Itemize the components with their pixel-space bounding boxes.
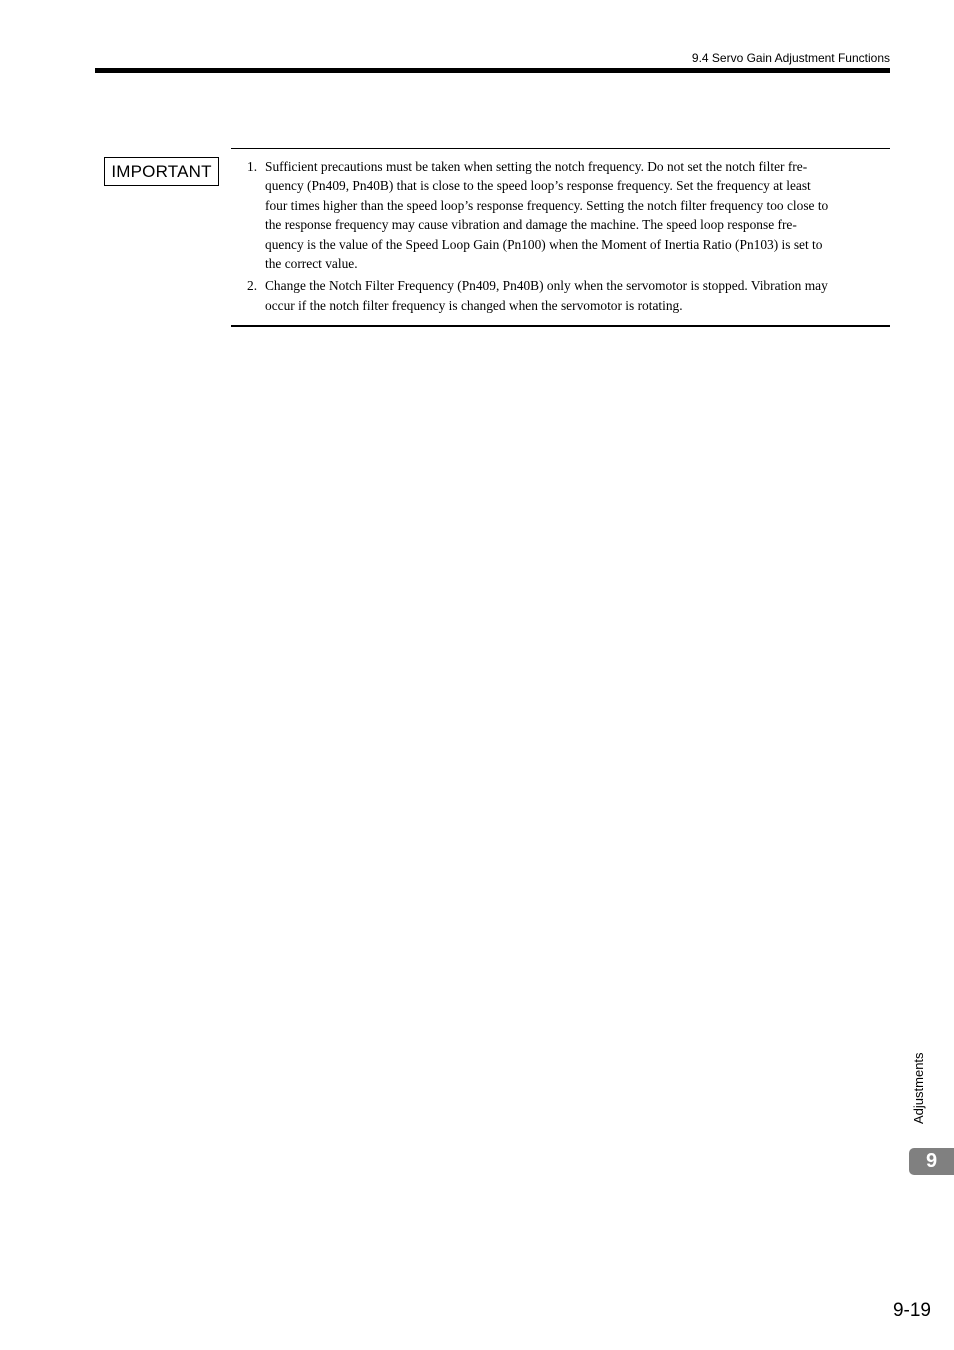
note-item-number: 2. — [247, 278, 258, 294]
chapter-tab: 9 — [909, 1148, 954, 1175]
note-item-line: occur if the notch filter frequency is changed when the servomotor is rotating. — [265, 297, 683, 313]
note-item-line: Sufficient precautions must be taken when setting the notch frequency. Do not set the notch filter fre- — [265, 159, 808, 174]
note-bottom-rule — [231, 325, 890, 327]
note-item-line: the correct value. — [265, 256, 358, 272]
important-label: IMPORTANT — [104, 157, 219, 186]
important-note-list — [247, 157, 869, 318]
note-item-line: four times higher than the speed loop’s response frequency. Setting the notch filter frequency too close to — [265, 197, 829, 213]
header-rule — [95, 68, 890, 73]
note-top-rule — [231, 148, 890, 149]
note-item-line: quency (Pn409, Pn40B) that is close to the speed loop’s response frequency. Set the frequency at least — [265, 178, 811, 194]
note-item-line: Change the Notch Filter Frequency (Pn409, Pn40B) only when the servomotor is stopped. Vibration may — [265, 278, 828, 294]
note-item-line: quency is the value of the Speed Loop Gain (Pn100) when the Moment of Inertia Ratio (Pn103) is set to — [265, 236, 823, 252]
note-item-line: the response frequency may cause vibration and damage the machine. The speed loop response fre- — [265, 217, 797, 233]
page-number: 9-19 — [892, 1300, 931, 1321]
chapter-side-label: Adjustments — [911, 1052, 926, 1124]
note-item-2 — [247, 276, 869, 315]
running-header: 9.4 Servo Gain Adjustment Functions — [691, 51, 890, 65]
note-item-1 — [247, 157, 869, 273]
note-item-number: 1. — [247, 159, 258, 174]
